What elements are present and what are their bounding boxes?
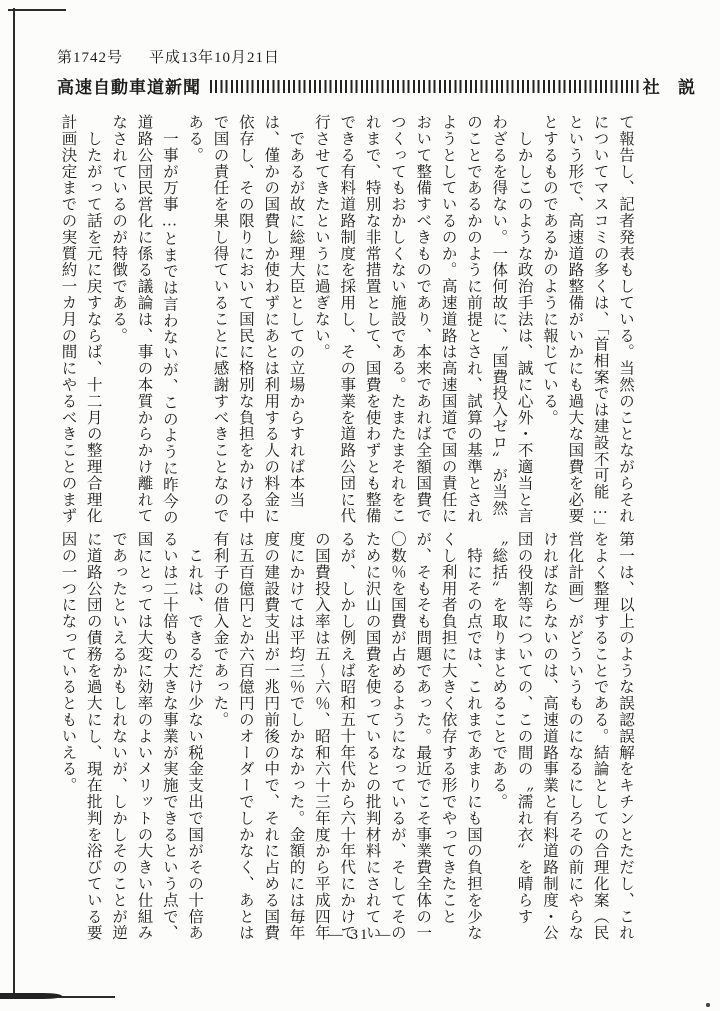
masthead-title: 高速自動車道新聞	[57, 77, 201, 97]
text-column: 一事が万事…とまでは言わないが、このように昨今の	[160, 114, 178, 526]
text-column: ために沢山の国費を使っているとの批判材料にされてい	[363, 531, 381, 941]
text-column: 依存し、その限りにおいて国民に格別な負担をかける中	[236, 114, 254, 524]
text-column: くし利用者負担に大きく依存する形でやってきたこと	[439, 531, 457, 925]
text-column: つくってもおかしくない施設である。たまたまそれをこ	[388, 114, 406, 524]
text-column: 行させてきたというに過ぎない。	[312, 114, 330, 360]
text-column: 第一は、以上のような誤認誤解をキチンとただし、これ	[617, 531, 634, 941]
text-column: は、僅かの国費しか使わずにあとは利用する人の料金に	[262, 114, 280, 524]
text-column: に道路公団の債務を過大にし、現在批判を浴びている要	[84, 531, 102, 941]
text-column: 度にかけては平均三％でしかなかった。金額的には毎年	[287, 531, 305, 941]
text-column: 因の一つになっているともいえる。	[59, 531, 77, 794]
article-top-block	[54, 114, 638, 538]
text-column: 営化計画）がどういうものになるにしろその前にやらな	[566, 531, 584, 941]
text-column: できる有料道路制度を採用し、その事業を道路公団に代	[338, 114, 356, 524]
text-column: 有利子の借入金であった。	[211, 531, 229, 728]
text-column: という形で、高速道路整備がいかにも過大な国費を必要	[566, 114, 584, 524]
text-column: をよく整理することである。結論としての合理化案（民	[591, 531, 609, 941]
text-column: るが、しかし例えば昭和五十年代から六十年代にかけて	[338, 531, 356, 941]
text-column: であったといえるかもしれないが、しかしそのことが逆	[110, 531, 128, 941]
text-column: 計画決定までの実質約一カ月の間にやるべきことのまず	[59, 114, 77, 524]
top-edge-tick	[8, 9, 66, 11]
text-column: の国費投入率は五～六％、昭和六十三年度から平成四年	[312, 531, 330, 941]
text-column: 道路公団民営化に係る議論は、事の本質からかけ離れて	[135, 114, 153, 524]
text-column: て報告し、記者発表もしている。当然のことながらそれ	[617, 114, 634, 524]
text-column: で国の責任を果し得ていることに感謝すべきことなので	[211, 114, 229, 524]
text-column: ある。	[186, 114, 204, 164]
text-column: 団の役割等についての、この間の〝濡れ衣〟を晴らす	[515, 531, 533, 925]
text-column: したがって話を元に戻すならば、十二月の整理合理化	[84, 114, 102, 524]
text-column: れまで、特別な非常措置として、国費を使わずとも整備	[363, 114, 381, 524]
text-column: とするものであるかのように報じている。	[540, 114, 558, 426]
section-label: 社 説	[642, 77, 702, 97]
text-column: についてマスコミの多くは、「首相案では建設不可能…」	[591, 114, 609, 535]
text-column: これは、できるだけ少ない税金支出で国がその十倍あ	[186, 531, 204, 941]
text-column: 〝総括〟を取りまとめることである。	[490, 531, 508, 810]
article-bottom-block	[54, 531, 638, 955]
text-column: 特にその点では、これまであまりにも国の負担を少な	[464, 531, 482, 941]
masthead-row	[57, 75, 702, 95]
text-column: であるが故に総理大臣としての立場からすれば本当	[287, 114, 305, 508]
bottom-edge-wedge	[0, 993, 62, 999]
left-edge-rule	[13, 8, 15, 996]
bottom-right-speck	[706, 1003, 710, 1007]
text-column: わざるを得ない。一体何故に、〝国費投入ゼロ〟が当然	[490, 114, 508, 517]
text-column: ようとしているのか。高速道路は高速国道で国の責任に	[439, 114, 457, 524]
issue-date: 平成13年10月21日	[149, 50, 281, 66]
text-column: が、そもそも問題であった。最近でこそ事業費全体の一	[414, 531, 432, 941]
text-column: るいは二十倍もの大きな事業が実施できるという点で、	[160, 531, 178, 941]
text-column: 〇数％を国費が占めるようになっているが、そしてその	[388, 531, 406, 941]
text-column: のことであるかのように前提とされ、試算の基準とされ	[464, 114, 482, 524]
text-column: ければならないのは、高速道路事業と有料道路制度・公	[540, 531, 558, 941]
text-column: 国にとっては大変に効率のよいメリットの大きい仕組み	[135, 531, 153, 941]
text-column: なされているのが特徴である。	[110, 114, 128, 344]
page-number: — 31 —	[327, 927, 393, 943]
text-column: しかしこのような政治手法は、誠に心外・不適当と言	[515, 114, 533, 524]
issue-line	[57, 46, 280, 67]
text-column: おいて整備すべきものであり、本来であれば全額国費で	[414, 114, 432, 524]
text-column: 度の建設費支出が一兆円前後の中で、それに占める国費	[262, 531, 280, 941]
masthead-rule-bars	[210, 80, 639, 93]
text-column: は五百億円とか六百億円のオーダーでしかなく、あとは	[236, 531, 254, 941]
issue-number: 第1742号	[57, 50, 124, 66]
